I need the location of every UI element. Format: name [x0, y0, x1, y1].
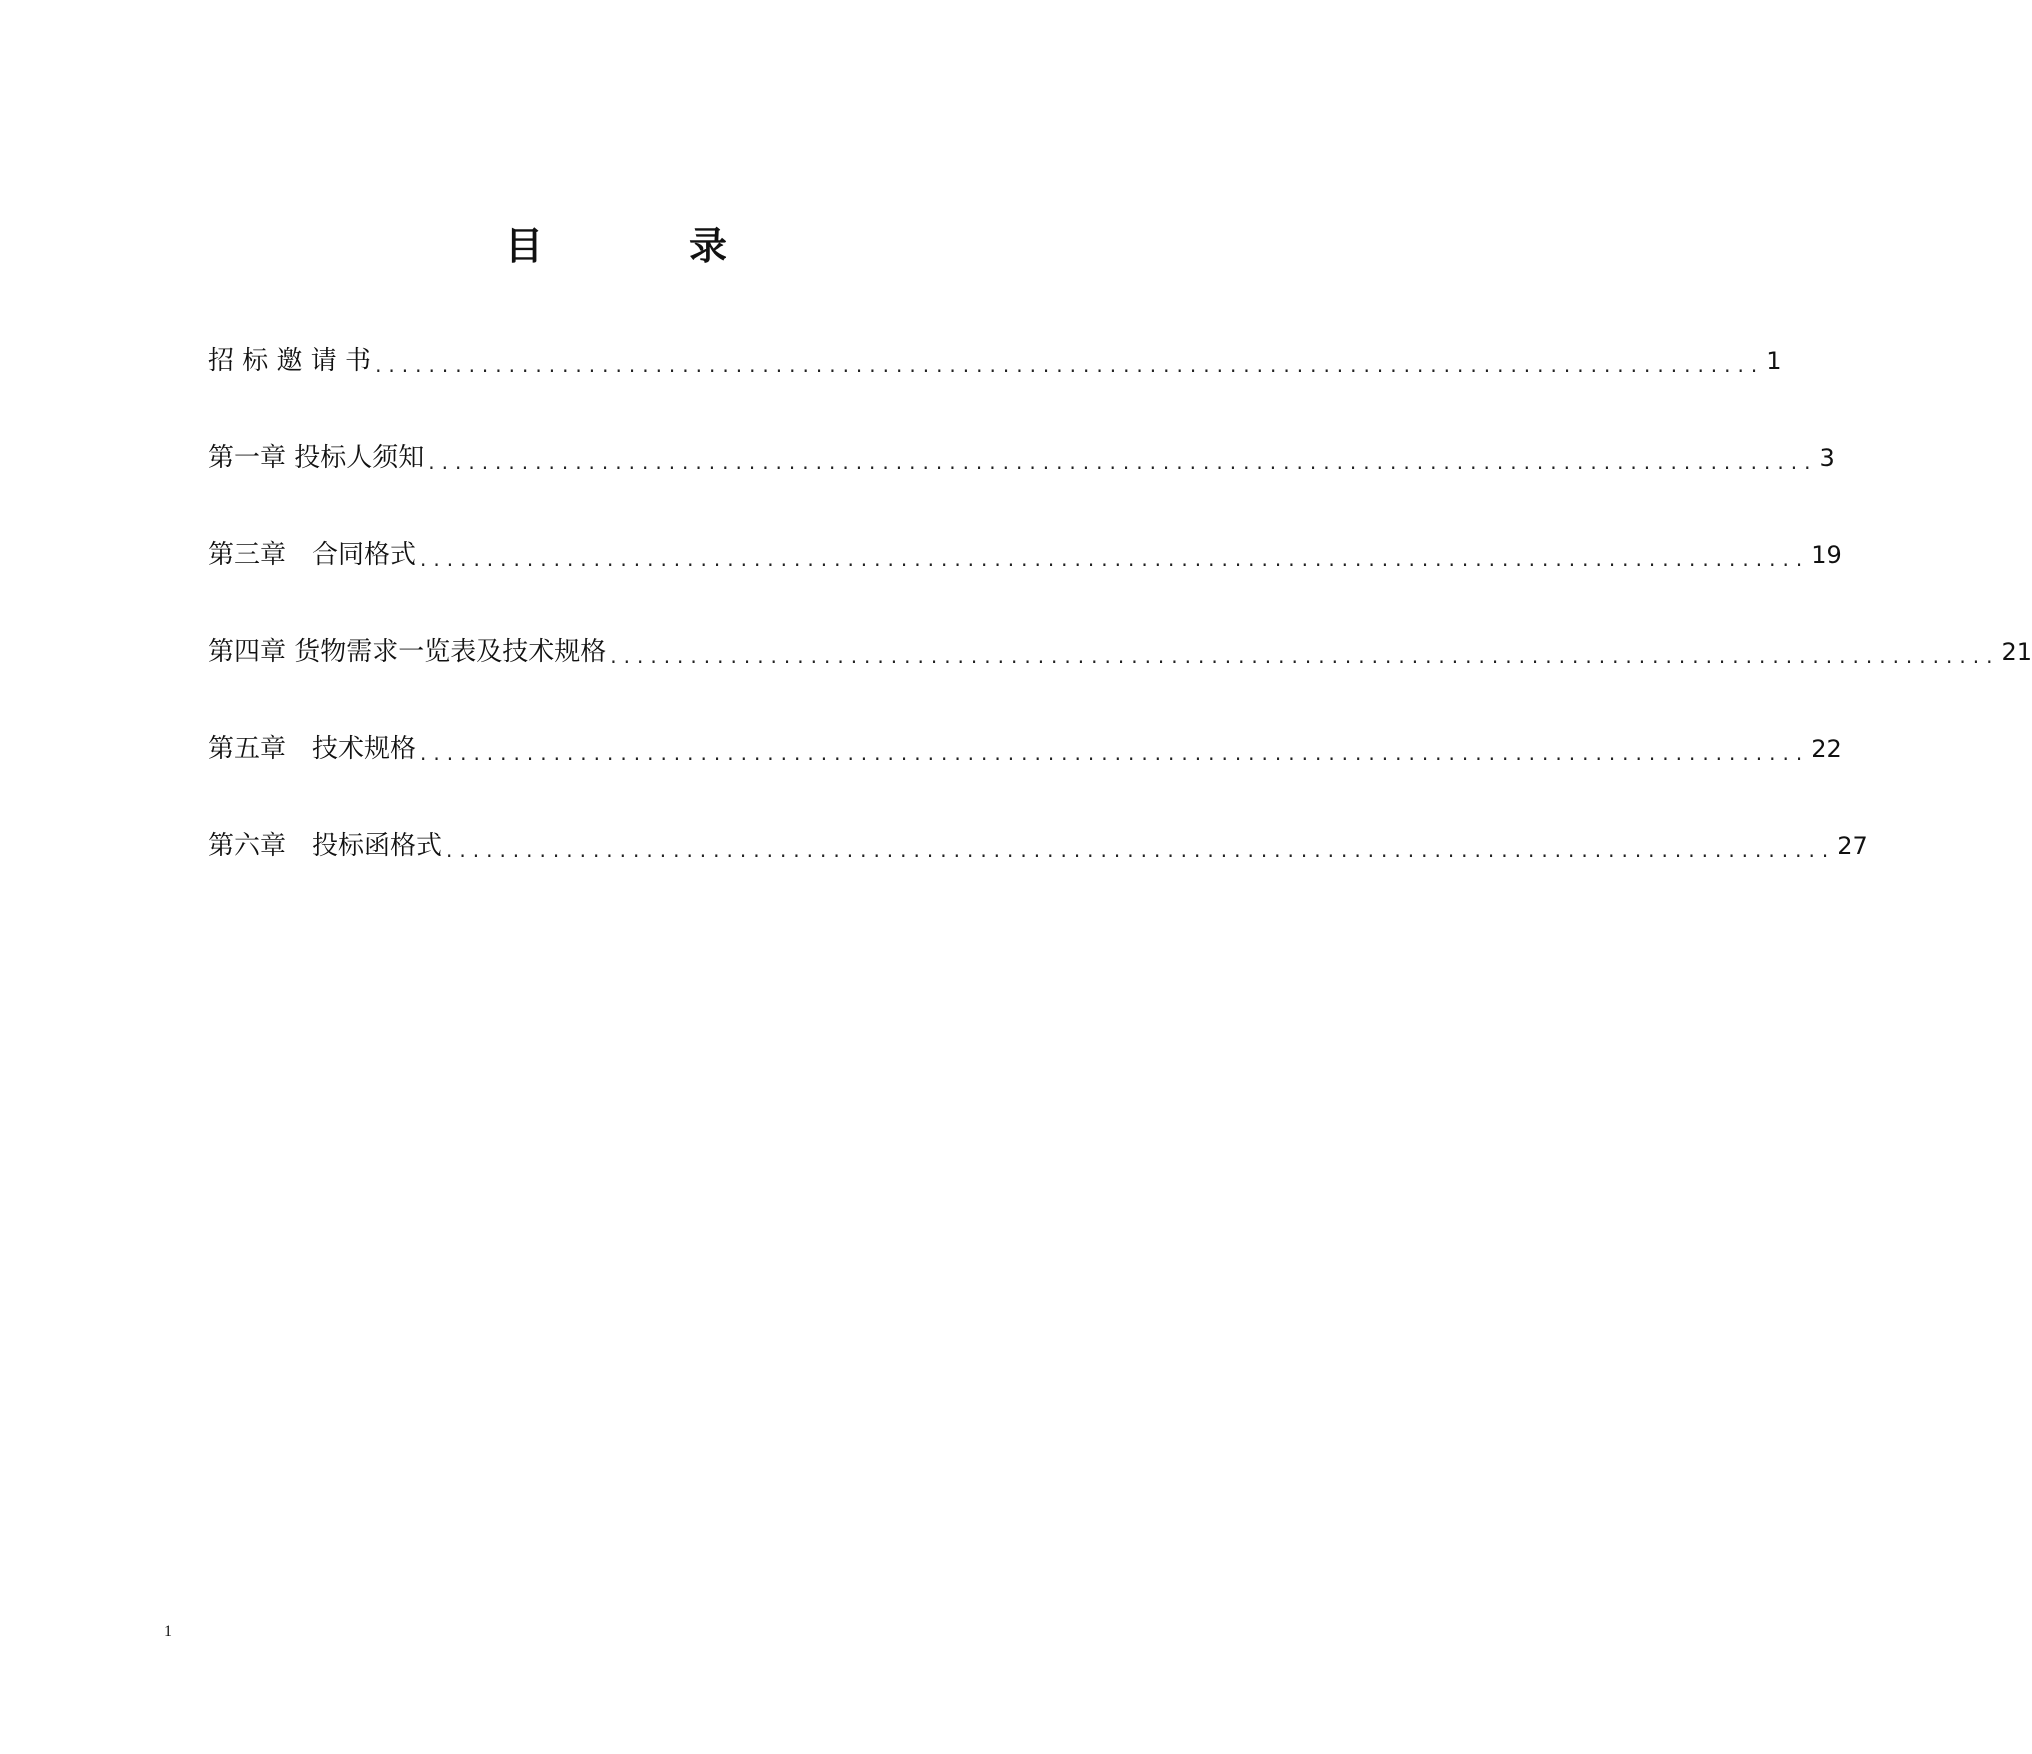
- toc-title: [0, 222, 1241, 270]
- toc-entry-page: 27: [1837, 832, 1868, 860]
- toc-entry-page: 1: [1766, 347, 1782, 375]
- toc-entry-chapter-4[interactable]: [208, 630, 2032, 674]
- toc-dot-leader: ........................................................................................................: [420, 547, 1810, 571]
- toc-entry-chapter-5[interactable]: [208, 727, 1842, 771]
- toc-entry-chapter-1[interactable]: [208, 436, 1835, 480]
- toc-entry-chapter-3[interactable]: [208, 533, 1842, 577]
- toc-entry-chapter-6[interactable]: [208, 824, 1868, 868]
- toc-entry-page: 22: [1811, 735, 1842, 763]
- toc-list: [208, 339, 2032, 868]
- toc-dot-leader: ........................................................................................................: [446, 838, 1836, 862]
- footer-page-number: 1: [164, 1623, 172, 1640]
- toc-dot-leader: ........................................................................................................: [375, 353, 1765, 377]
- toc-entry-label: 第四章 货物需求一览表及技术规格: [208, 637, 607, 667]
- toc-entry-label: 第一章 投标人须知: [208, 443, 425, 473]
- toc-dot-leader: ........................................................................................................: [420, 741, 1810, 765]
- toc-entry-label: 招 标 邀 请 书: [208, 346, 372, 376]
- toc-entry-page: 21: [2001, 638, 2032, 666]
- toc-entry-page: 19: [1811, 541, 1842, 569]
- toc-title-char-2: 录: [689, 224, 728, 268]
- toc-dot-leader: ........................................................................................................: [428, 450, 1818, 474]
- toc-entry-label: 第六章 投标函格式: [208, 831, 443, 861]
- toc-dot-leader: ........................................................................................................: [610, 644, 2000, 668]
- toc-entry-page: 3: [1819, 444, 1835, 472]
- toc-entry-label: 第三章 合同格式: [208, 540, 417, 570]
- toc-title-char-1: 目: [505, 224, 544, 268]
- toc-entry-label: 第五章 技术规格: [208, 734, 417, 764]
- toc-entry-invitation[interactable]: [208, 339, 1782, 383]
